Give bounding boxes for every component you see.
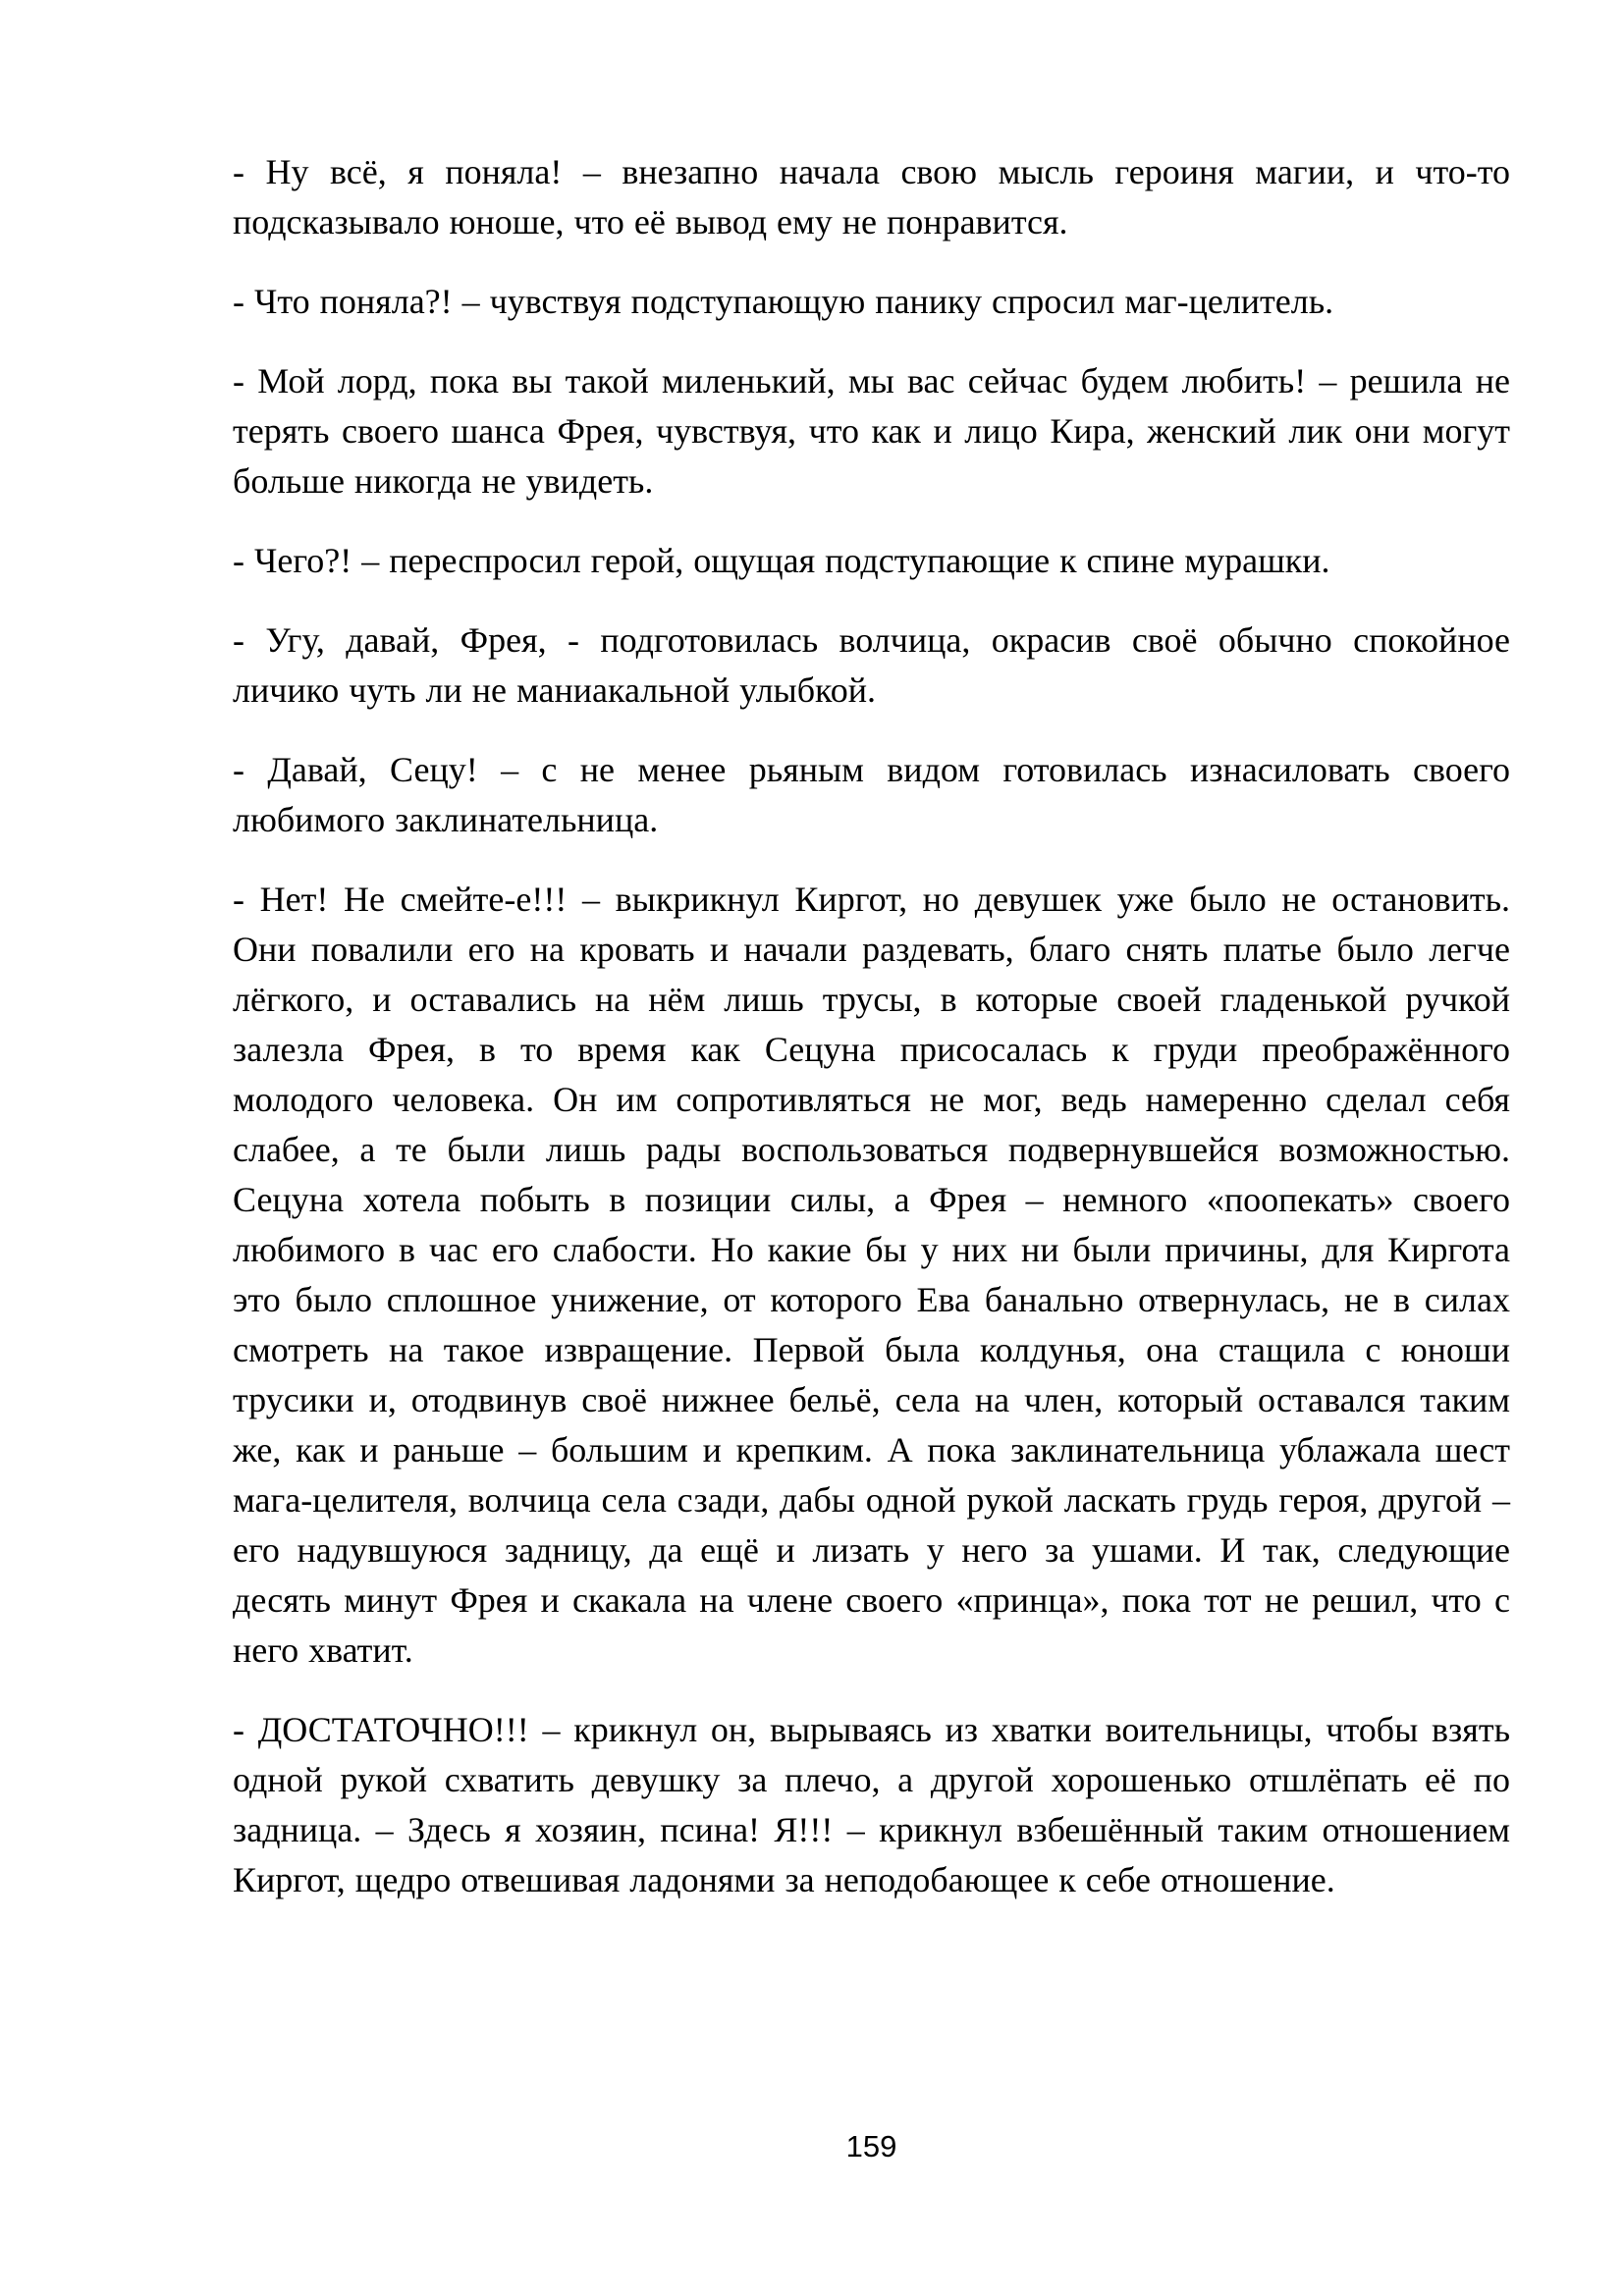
paragraph: - ДОСТАТОЧНО!!! – крикнул он, вырываясь из хватки воительницы, чтобы взять одной рукой схватить девушку за плечо, а другой хорошенько отшлёпать её по задница. – Здесь я хозяин, псина! Я!!! – крикнул взбешённый таким отношением Киргот, щедро отвешивая ладонями за неподобающее к себе отношение. <box>233 1710 1510 1899</box>
page-number: 159 <box>845 2129 897 2163</box>
paragraph: - Угу, давай, Фрея, - подготовилась волчица, окрасив своё обычно спокойное личико чуть ли не маниакальной улыбкой. <box>233 620 1510 710</box>
text-block <box>233 147 1510 1935</box>
paragraph: - Нет! Не смейте-е!!! – выкрикнул Киргот, но девушек уже было не остановить. Они повалили его на кровать и начали раздевать, благо снять платье было легче лёгкого, и оставались на нём лишь трусы, в которые своей гладенькой ручкой залезла Фрея, в то время как Сецуна присосалась к груди преображённого молодого человека. Он им сопротивляться не мог, ведь намеренно сделал себя слабее, а те были лишь рады воспользоваться подвернувшейся возможностью. Сецуна хотела побыть в позиции силы, а Фрея – немного «поопекать» своего любимого в час его слабости. Но какие бы у них ни были причины, для Киргота это было сплошное унижение, от которого Ева банально отвернулась, не в силах смотреть на такое извращение. Первой была колдунья, она стащила с юноши трусики и, отодвинув своё нижнее бельё, села на член, который оставался таким же, как и раньше – большим и крепким. А пока заклинательница ублажала шест мага-целителя, волчица села сзади, дабы одной рукой ласкать грудь героя, другой – его надувшуюся задницу, да ещё и лизать у него за ушами. И так, следующие десять минут Фрея и скакала на члене своего «принца», пока тот не решил, что с него хватит. <box>233 880 1510 1670</box>
paragraph: - Мой лорд, пока вы такой миленький, мы вас сейчас будем любить! – решила не терять своего шанса Фрея, чувствуя, что как и лицо Кира, женский лик они могут больше никогда не увидеть. <box>233 361 1510 501</box>
paragraph: - Что поняла?! – чувствуя подступающую панику спросил маг-целитель. <box>233 282 1334 321</box>
paragraph: - Чего?! – переспросил герой, ощущая подступающие к спине мурашки. <box>233 541 1330 580</box>
paragraph: - Ну всё, я поняла! – внезапно начала свою мысль героиня магии, и что-то подсказывало юноше, что её вывод ему не понравится. <box>233 152 1510 241</box>
paragraph: - Давай, Сецу! – с не менее рьяным видом готовилась изнасиловать своего любимого заклинательница. <box>233 750 1510 839</box>
